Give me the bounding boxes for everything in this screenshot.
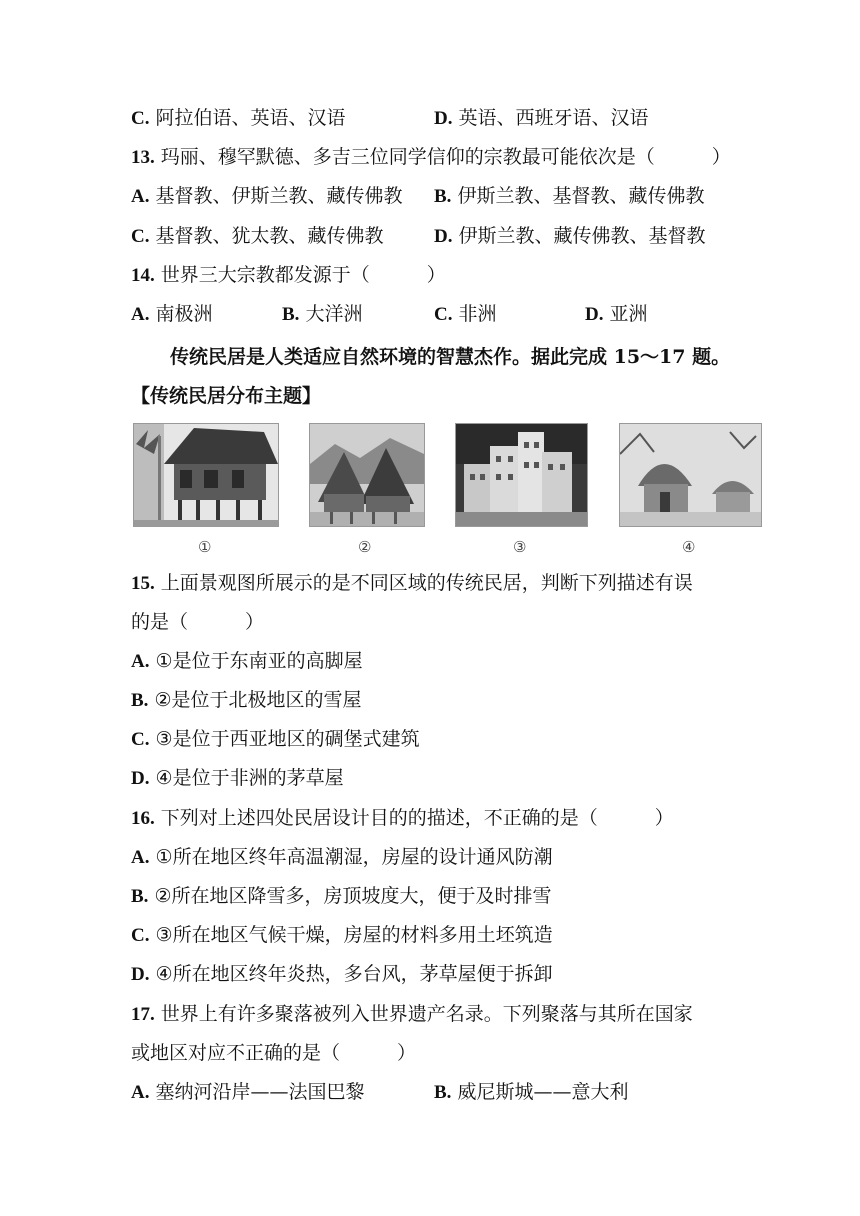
q16-option-d: D. ④所在地区终年炎热，多台风，茅草屋便于拆卸 [131, 963, 553, 985]
steep-roof-house-photo [309, 423, 425, 527]
q14-option-c: C. 非洲 [434, 303, 497, 325]
photo-number-3: ③ [513, 538, 527, 556]
q17-stem-line1: 17. 世界上有许多聚落被列入世界遗产名录。下列聚落与其所在国家 [131, 1003, 693, 1025]
q14-stem: 14. 世界三大宗教都发源于（ ） [131, 264, 446, 286]
q17-option-a: A. 塞纳河沿岸——法国巴黎 [131, 1081, 365, 1103]
q13-stem: 13. 玛丽、穆罕默德、多吉三位同学信仰的宗教最可能依次是（ ） [131, 146, 731, 168]
q16-stem: 16. 下列对上述四处民居设计目的的描述，不正确的是（ ） [131, 807, 674, 829]
q15-stem-line1: 15. 上面景观图所展示的是不同区域的传统民居，判断下列描述有误 [131, 572, 693, 594]
q12-option-c: C. 阿拉伯语、英语、汉语 [131, 107, 346, 129]
q14-option-a: A. 南极洲 [131, 303, 213, 325]
q12-option-d: D. 英语、西班牙语、汉语 [434, 107, 649, 129]
section-intro: 传统民居是人类适应自然环境的智慧杰作。据此完成 15～17 题。 [170, 346, 731, 368]
q16-option-c: C. ③所在地区气候干燥，房屋的材料多用土坯筑造 [131, 924, 553, 946]
fortress-building-photo [455, 423, 588, 527]
q15-option-b: B. ②是位于北极地区的雪屋 [131, 689, 362, 711]
q16-option-b: B. ②所在地区降雪多，房顶坡度大，便于及时排雪 [131, 885, 552, 907]
photo-number-2: ② [358, 538, 372, 556]
q13-option-a: A. 基督教、伊斯兰教、藏传佛教 [131, 185, 403, 207]
q17-stem-line2: 或地区对应不正确的是（ ） [131, 1042, 417, 1064]
q15-option-c: C. ③是位于西亚地区的碉堡式建筑 [131, 728, 420, 750]
section-theme-heading: 【传统民居分布主题】 [131, 385, 322, 407]
photo-number-4: ④ [682, 538, 696, 556]
photo-number-1: ① [198, 538, 212, 556]
q13-option-d: D. 伊斯兰教、藏传佛教、基督教 [434, 225, 706, 247]
q15-stem-line2: 的是（ ） [131, 611, 265, 633]
q13-option-c: C. 基督教、犹太教、藏传佛教 [131, 225, 384, 247]
q17-option-b: B. 威尼斯城——意大利 [434, 1081, 629, 1103]
q16-option-a: A. ①所在地区终年高温潮湿，房屋的设计通风防潮 [131, 846, 553, 868]
q13-option-b: B. 伊斯兰教、基督教、藏传佛教 [434, 185, 705, 207]
q15-option-d: D. ④是位于非洲的茅草屋 [131, 767, 344, 789]
thatched-hut-photo [619, 423, 762, 527]
q15-option-a: A. ①是位于东南亚的高脚屋 [131, 650, 363, 672]
stilt-house-photo [133, 423, 279, 527]
q14-option-b: B. 大洋洲 [282, 303, 363, 325]
q14-option-d: D. 亚洲 [585, 303, 648, 325]
